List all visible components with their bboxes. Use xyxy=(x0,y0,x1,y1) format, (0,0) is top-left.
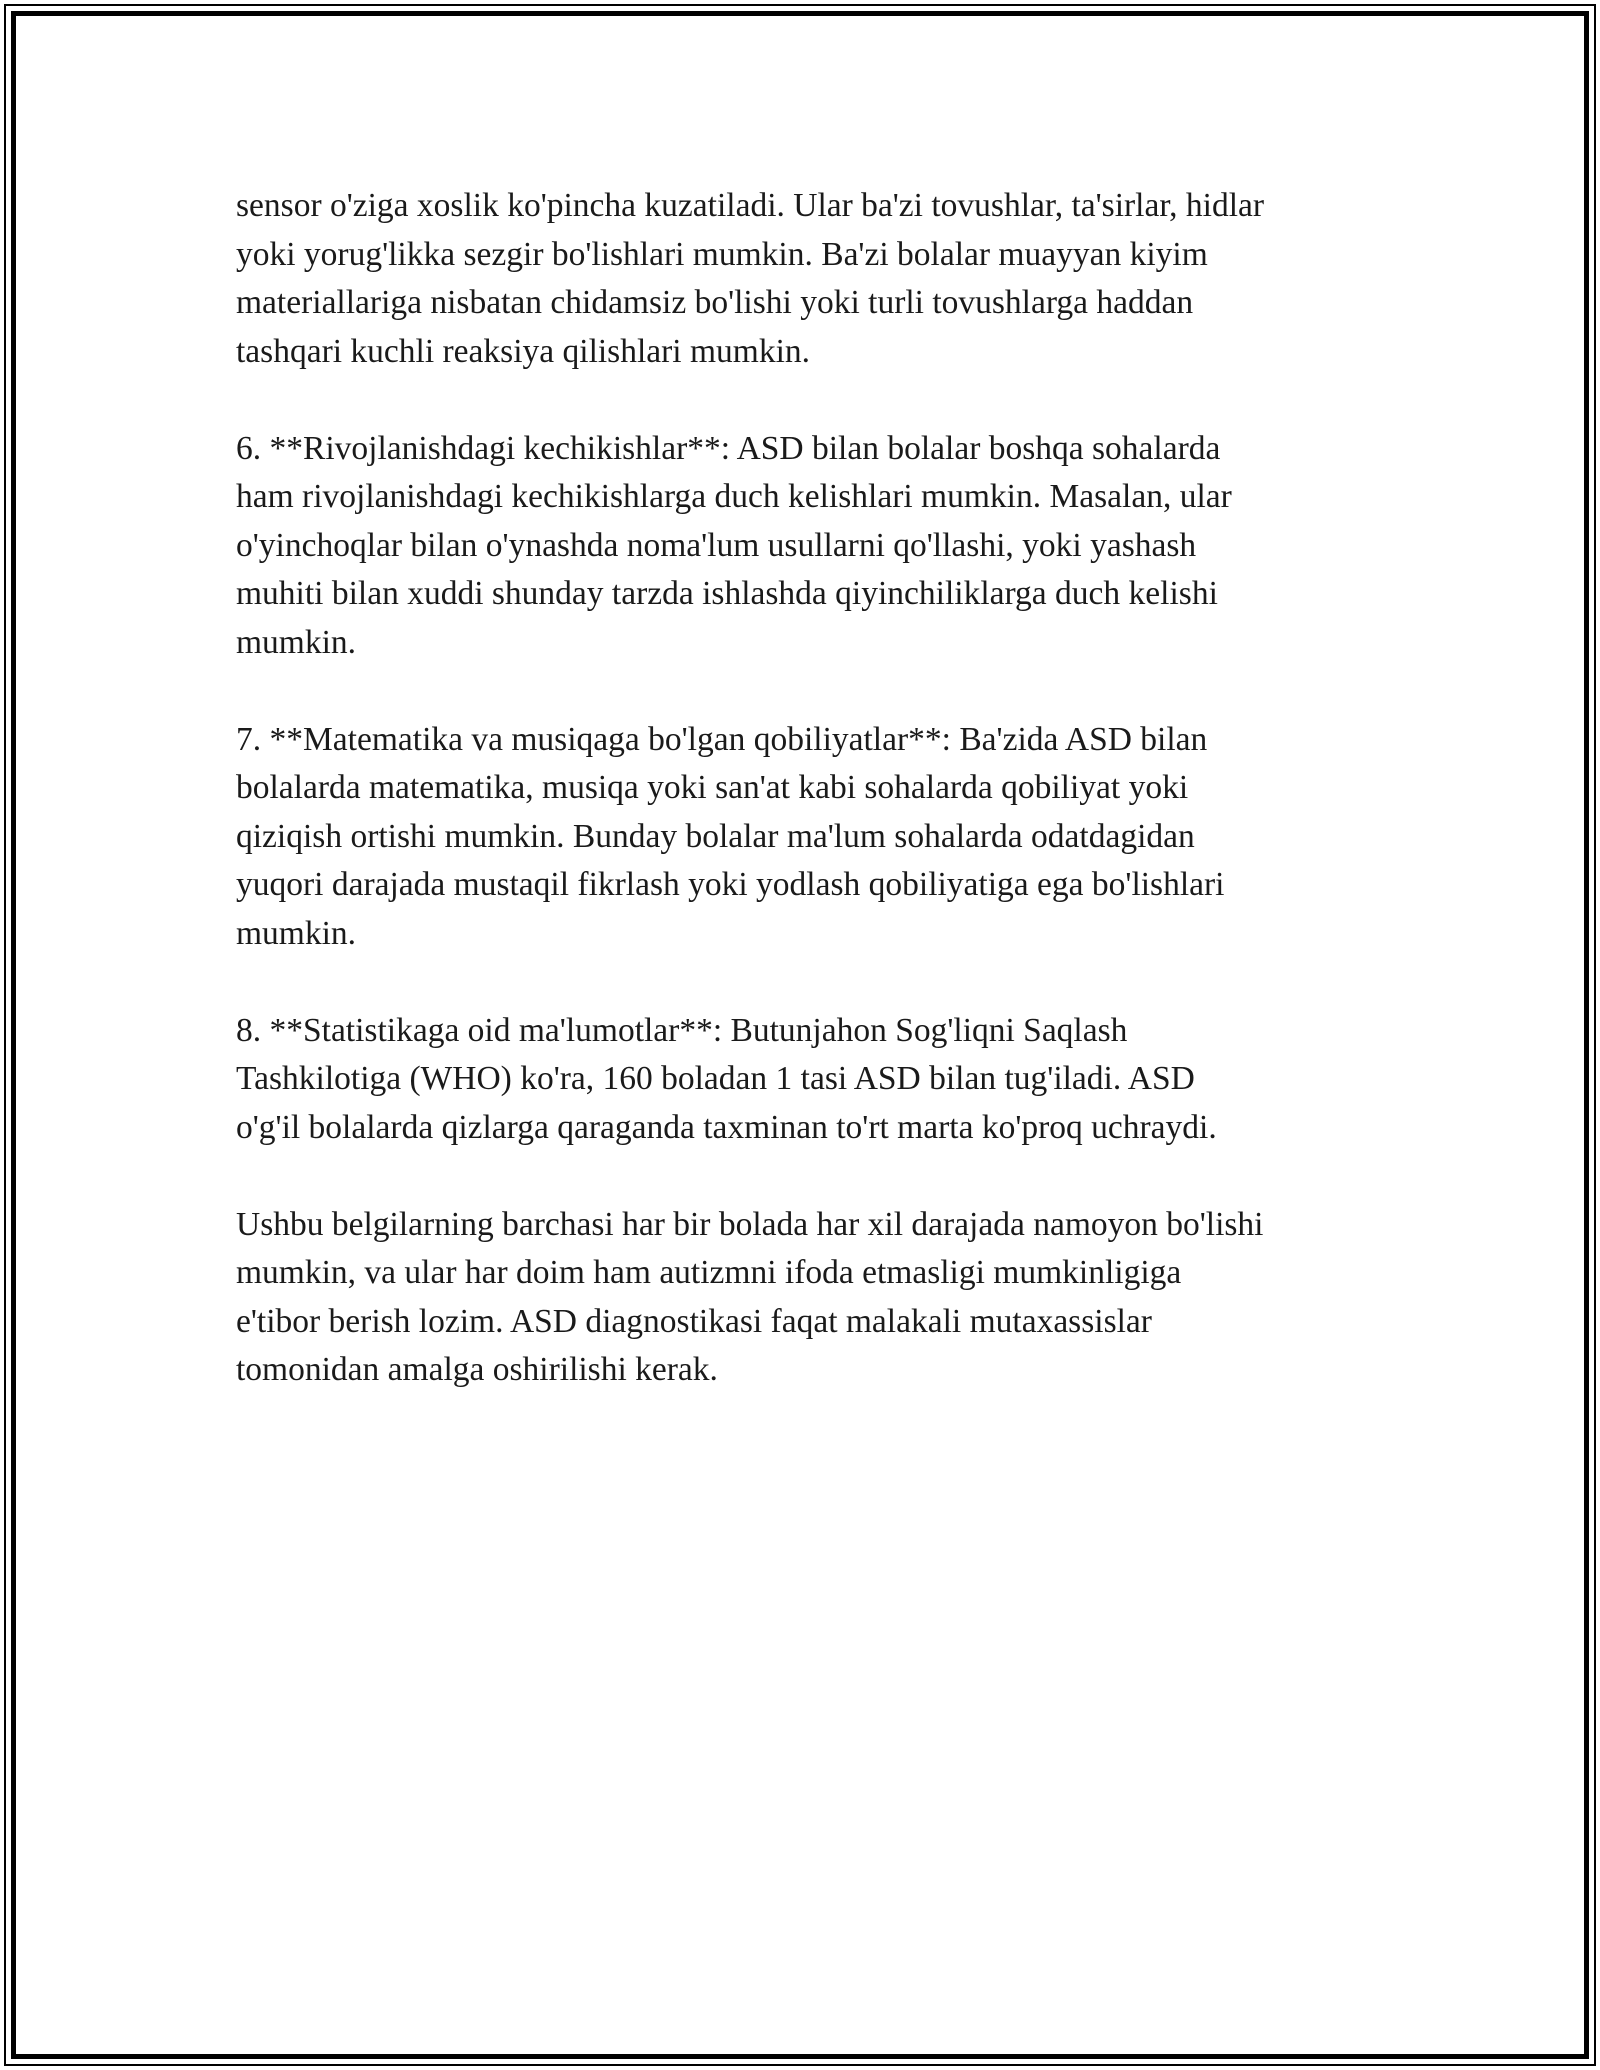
text-line: e'tibor berish lozim. ASD diagnostikasi faqat malakali mutaxassislar xyxy=(236,1302,1152,1340)
text-line: tomonidan amalga oshirilishi kerak. xyxy=(236,1351,718,1388)
paragraph-item-8 xyxy=(236,1007,1396,1153)
paragraph-sensory xyxy=(236,182,1396,376)
text-line: yuqori darajada mustaqil fikrlash yoki yodlash qobiliyatiga ega bo'lishlari xyxy=(236,866,1225,903)
text-line: mumkin. xyxy=(236,623,357,661)
paragraph-item-7 xyxy=(236,716,1396,959)
text-line: 8. **Statistikaga oid ma'lumotlar**: Butunjahon Sog'liqni Saqlash xyxy=(236,1011,1128,1049)
text-line: 6. **Rivojlanishdagi kechikishlar**: ASD bilan bolalar boshqa sohalarda xyxy=(236,429,1221,467)
text-line: Tashkilotiga (WHO) ko'ra, 160 boladan 1 tasi ASD bilan tug'iladi. ASD xyxy=(236,1060,1195,1097)
text-line: yoki yorug'likka sezgir bo'lishlari mumkin. Ba'zi bolalar muayyan kiyim xyxy=(236,235,1208,273)
text-line: 7. **Matematika va musiqaga bo'lgan qobiliyatlar**: Ba'zida ASD bilan xyxy=(236,720,1208,758)
text-line: ham rivojlanishdagi kechikishlarga duch kelishlari mumkin. Masalan, ular xyxy=(236,478,1232,515)
text-line: o'g'il bolalarda qizlarga qaraganda taxminan to'rt marta ko'proq uchraydi. xyxy=(236,1108,1217,1146)
text-line: tashqari kuchli reaksiya qilishlari mumkin. xyxy=(236,332,811,370)
text-line: o'yinchoqlar bilan o'ynashda noma'lum usullarni qo'llashi, yoki yashash xyxy=(236,526,1197,564)
text-line: qiziqish ortishi mumkin. Bunday bolalar ma'lum sohalarda odatdagidan xyxy=(236,817,1195,855)
text-line: mumkin. xyxy=(236,914,357,952)
paragraph-conclusion xyxy=(236,1201,1396,1395)
paragraph-item-6 xyxy=(236,425,1396,668)
text-line: Ushbu belgilarning barchasi har bir bolada har xil darajada namoyon bo'lishi xyxy=(236,1205,1264,1243)
text-line: muhiti bilan xuddi shunday tarzda ishlashda qiyinchiliklarga duch kelishi xyxy=(236,575,1218,612)
text-line: mumkin, va ular har doim ham autizmni ifoda etmasligi mumkinligiga xyxy=(236,1254,1182,1291)
document-body xyxy=(236,182,1396,1443)
text-line: bolalarda matematika, musiqa yoki san'at kabi sohalarda qobiliyat yoki xyxy=(236,769,1189,806)
text-line: sensor o'ziga xoslik ko'pincha kuzatiladi. Ular ba'zi tovushlar, ta'sirlar, hidlar xyxy=(236,187,1265,224)
text-line: materiallariga nisbatan chidamsiz bo'lishi yoki turli tovushlarga haddan xyxy=(236,284,1194,321)
